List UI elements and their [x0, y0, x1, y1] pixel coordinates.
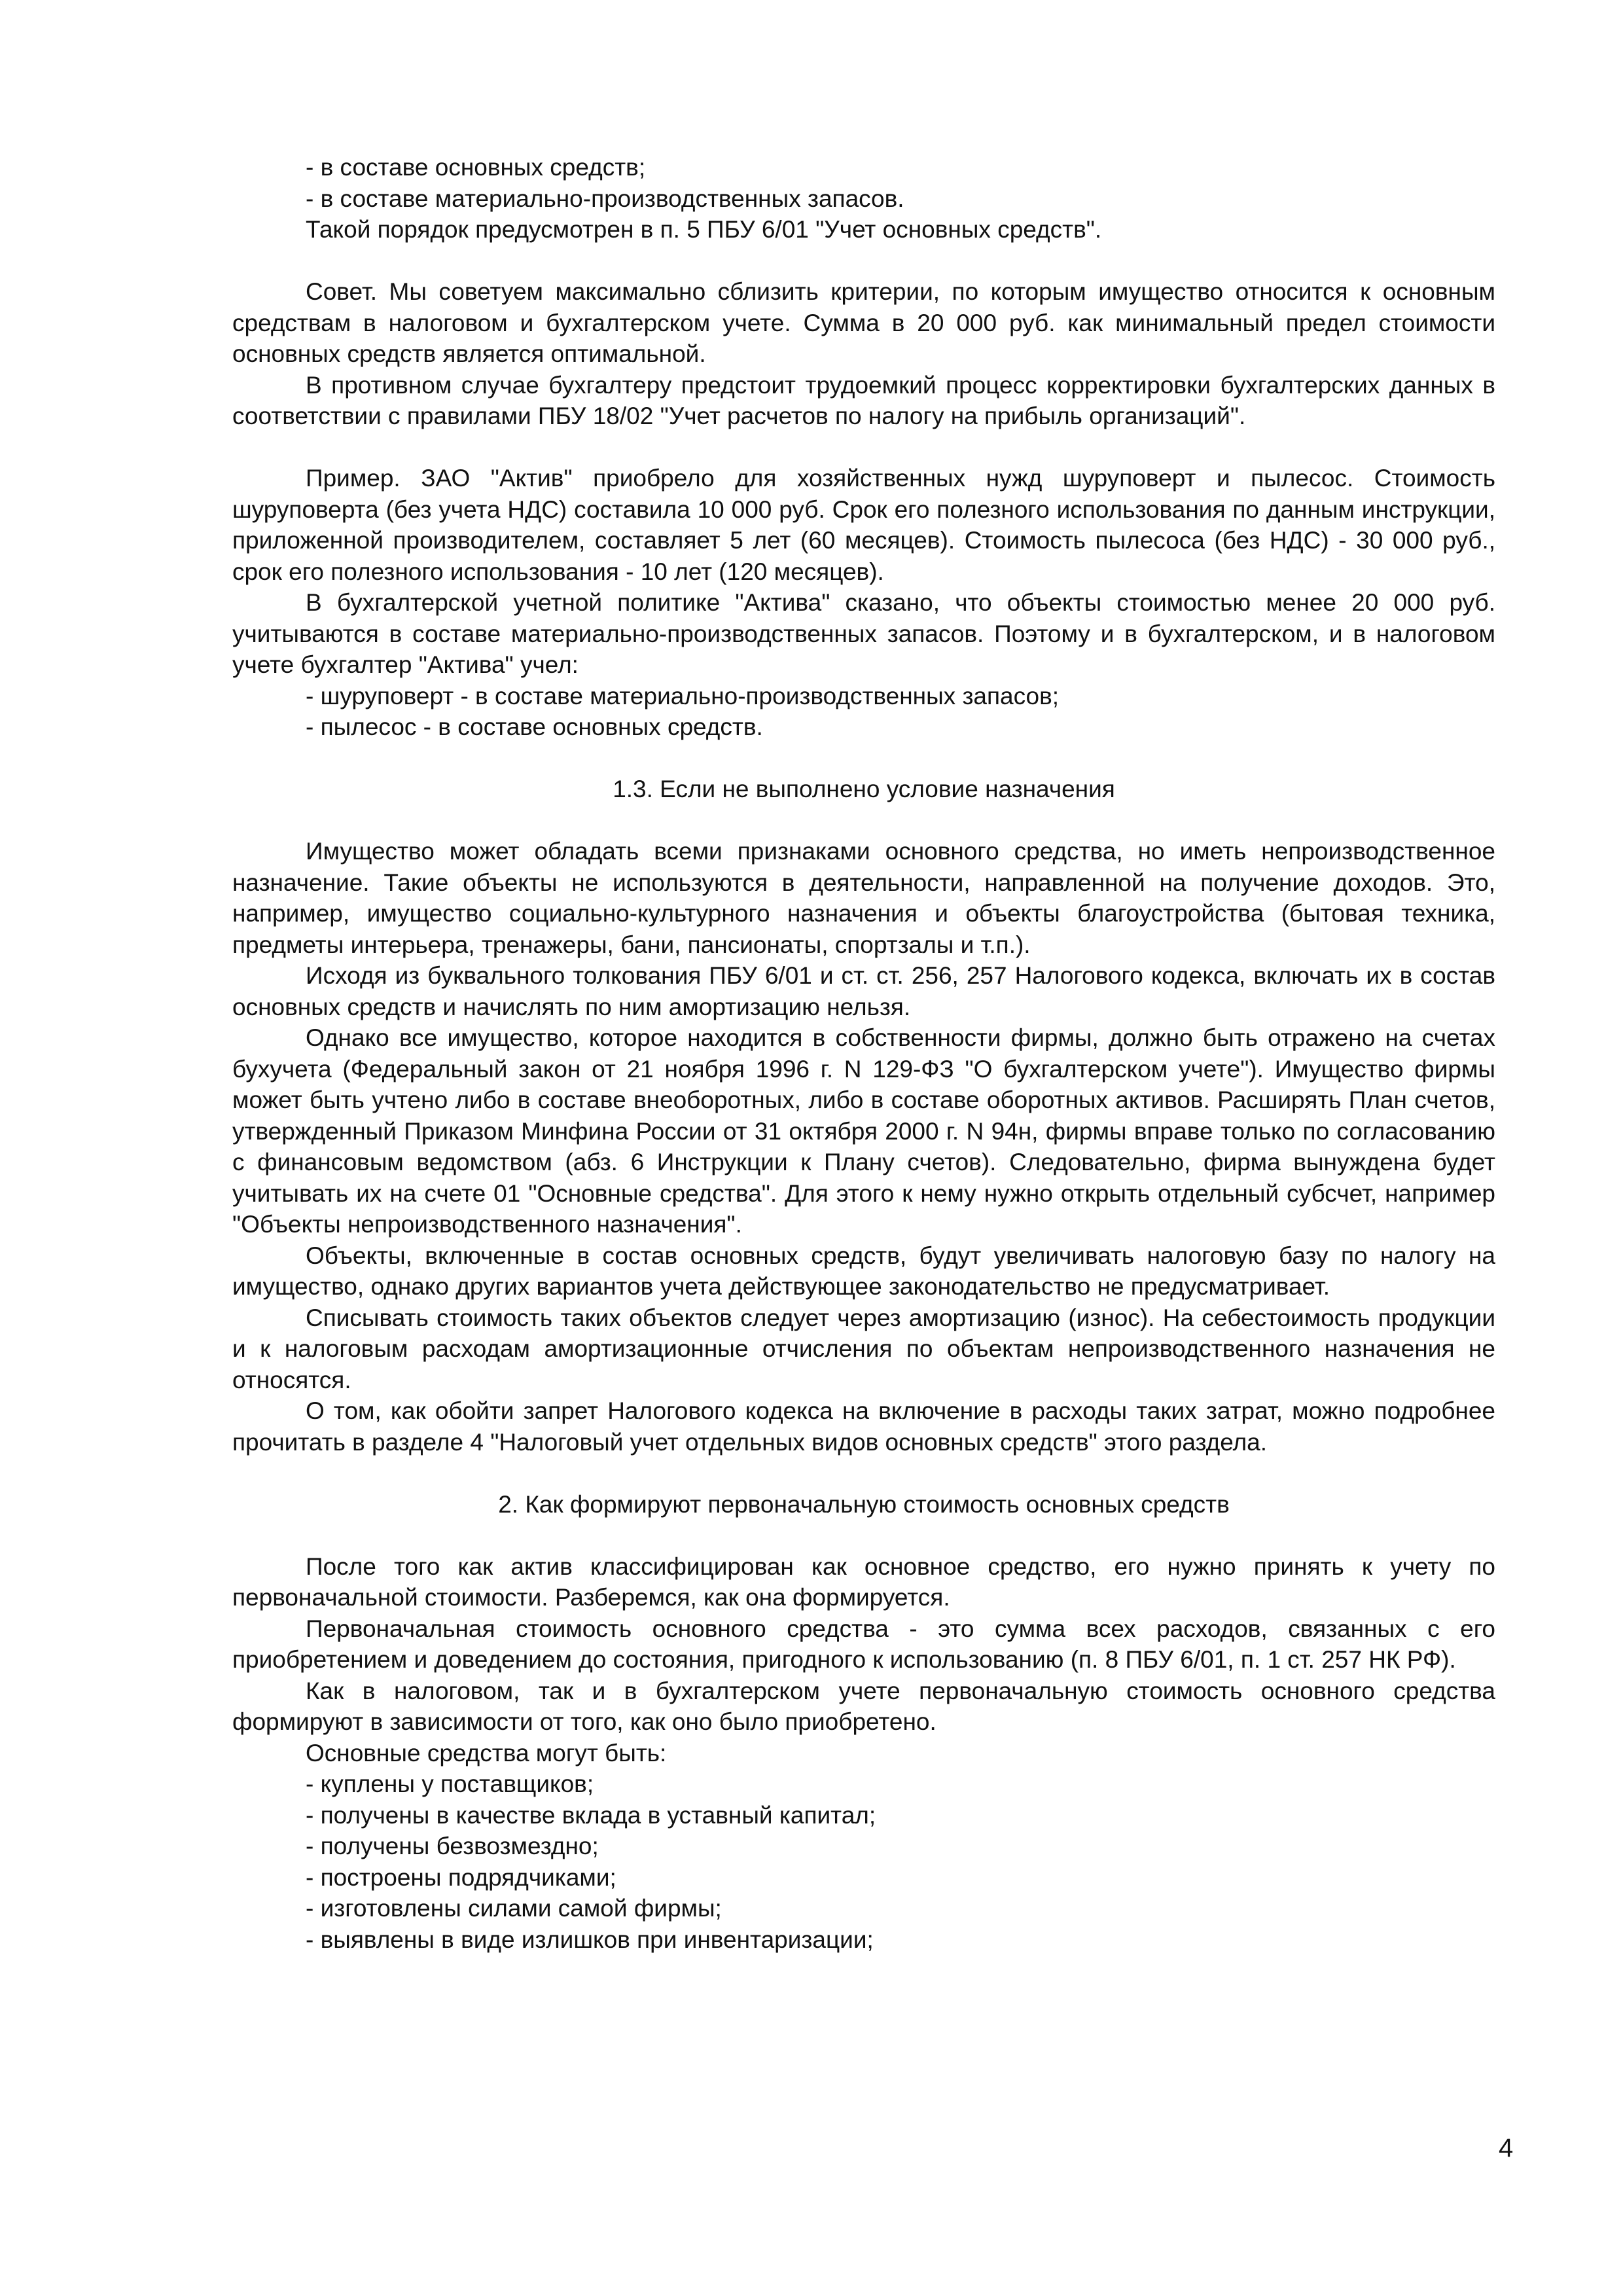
spacer [232, 1458, 1495, 1489]
spacer [232, 245, 1495, 277]
section-heading: 1.3. Если не выполнено условие назначения [613, 776, 1115, 802]
list-item: - получены безвозмездно; [306, 1833, 599, 1859]
list-item: - в составе материально-производственных запасов. [306, 185, 904, 212]
spacer [232, 432, 1495, 463]
list-item: - изготовлены силами самой фирмы; [306, 1895, 722, 1922]
advice-paragraph: Совет. Мы советуем максимально сблизить критерии, по которым имущество относится к основным средствам в налоговом и бухгалтерском учете. Сумма в 20 000 руб. как минимальный предел стоимости основных средств является оптимальной. [232, 278, 1495, 367]
acquisition-list [232, 1768, 1495, 1955]
advice-paragraph: В противном случае бухгалтеру предстоит трудоемкий процесс корректировки бухгалтерских данных в соответствии с правилами ПБУ 18/02 "Учет расчетов по налогу на прибыль организаций". [232, 371, 1495, 429]
list-item: - в составе основных средств; [306, 154, 646, 181]
example-list [232, 681, 1495, 743]
body-paragraph: Объекты, включенные в состав основных средств, будут увеличивать налоговую базу по налогу на имущество, однако других вариантов учета действующее законодательство не предусматривает. [232, 1242, 1495, 1300]
document-page [232, 152, 1495, 1955]
intro-note: Такой порядок предусмотрен в п. 5 ПБУ 6/01 "Учет основных средств". [306, 216, 1102, 243]
body-paragraph: Исходя из буквального толкования ПБУ 6/01 и ст. ст. 256, 257 Налогового кодекса, включать их в состав основных средств и начислять по ним амортизацию нельзя. [232, 962, 1495, 1020]
intro-list [232, 152, 1495, 214]
body-paragraph: Однако все имущество, которое находится в собственности фирмы, должно быть отражено на счетах бухучета (Федеральный закон от 21 ноября 1996 г. N 129-ФЗ "О бухгалтерском учете"). Имущество фирмы может быть учтено либо в составе внеоборотных, либо в составе оборотных активов. Расширять План счетов, утвержденный Приказом Минфина России от 31 октября 2000 г. N 94н, фирмы вправе только по согласованию с финансовым ведомством (абз. 6 Инструкции к Плану счетов). Следовательно, фирма вынуждена будет учитывать их на счете 01 "Основные средства". Для этого к нему нужно открыть отдельный субсчет, например "Объекты непроизводственного назначения". [232, 1024, 1495, 1238]
list-item: - построены подрядчиками; [306, 1863, 616, 1891]
example-paragraph: Пример. ЗАО "Актив" приобрело для хозяйственных нужд шуруповерт и пылесос. Стоимость шуруповерта (без учета НДС) составила 10 000 руб. Срок его полезного использования по данным инструкции, приложенной производителем, составляет 5 лет (60 месяцев). Стоимость пылесоса (без НДС) - 30 000 руб., срок его полезного использования - 10 лет (120 месяцев). [232, 465, 1495, 585]
body-paragraph: Первоначальная стоимость основного средства - это сумма всех расходов, связанных с его приобретением и доведением до состояния, пригодного к использованию (п. 8 ПБУ 6/01, п. 1 ст. 257 НК РФ). [232, 1615, 1495, 1673]
page-number: 4 [1499, 2134, 1514, 2162]
list-item: - пылесос - в составе основных средств. [306, 713, 763, 740]
spacer [232, 743, 1495, 774]
list-item: - куплены у поставщиков; [306, 1770, 594, 1797]
body-paragraph: О том, как обойти запрет Налогового кодекса на включение в расходы таких затрат, можно подробнее прочитать в разделе 4 "Налоговый учет отдельных видов основных средств" этого раздела. [232, 1397, 1495, 1456]
body-paragraph: Как в налоговом, так и в бухгалтерском учете первоначальную стоимость основного средства формируют в зависимости от того, как оно было приобретено. [232, 1677, 1495, 1735]
body-paragraph: Имущество может обладать всеми признаками основного средства, но иметь непроизводственное назначение. Такие объекты не используются в деятельности, направленной на получение доходов. Это, например, имущество социально-культурного назначения и объекты благоустройства (бытовая техника, предметы интерьера, тренажеры, бани, пансионаты, спортзалы и т.п.). [232, 838, 1495, 958]
list-item: - шуруповерт - в составе материально-производственных запасов; [306, 682, 1060, 709]
spacer [232, 1520, 1495, 1551]
list-item: - получены в качестве вклада в уставный капитал; [306, 1801, 876, 1829]
section-heading: 2. Как формируют первоначальную стоимость основных средств [498, 1490, 1230, 1518]
list-title: Основные средства могут быть: [306, 1739, 667, 1767]
body-paragraph: После того как актив классифицирован как основное средство, его нужно принять к учету по первоначальной стоимости. Разберемся, как она формируется. [232, 1552, 1495, 1611]
example-paragraph: В бухгалтерской учетной политике "Актива" сказано, что объекты стоимостью менее 20 000 руб. учитываются в составе материально-производственных запасов. Поэтому и в бухгалтерском, и в налоговом учете бухгалтер "Актива" учел: [232, 589, 1495, 678]
body-paragraph: Списывать стоимость таких объектов следует через амортизацию (износ). На себестоимость продукции и к налоговым расходам амортизационные отчисления по объектам непроизводственного назначения не относятся. [232, 1304, 1495, 1393]
spacer [232, 805, 1495, 836]
list-item: - выявлены в виде излишков при инвентаризации; [306, 1926, 874, 1953]
